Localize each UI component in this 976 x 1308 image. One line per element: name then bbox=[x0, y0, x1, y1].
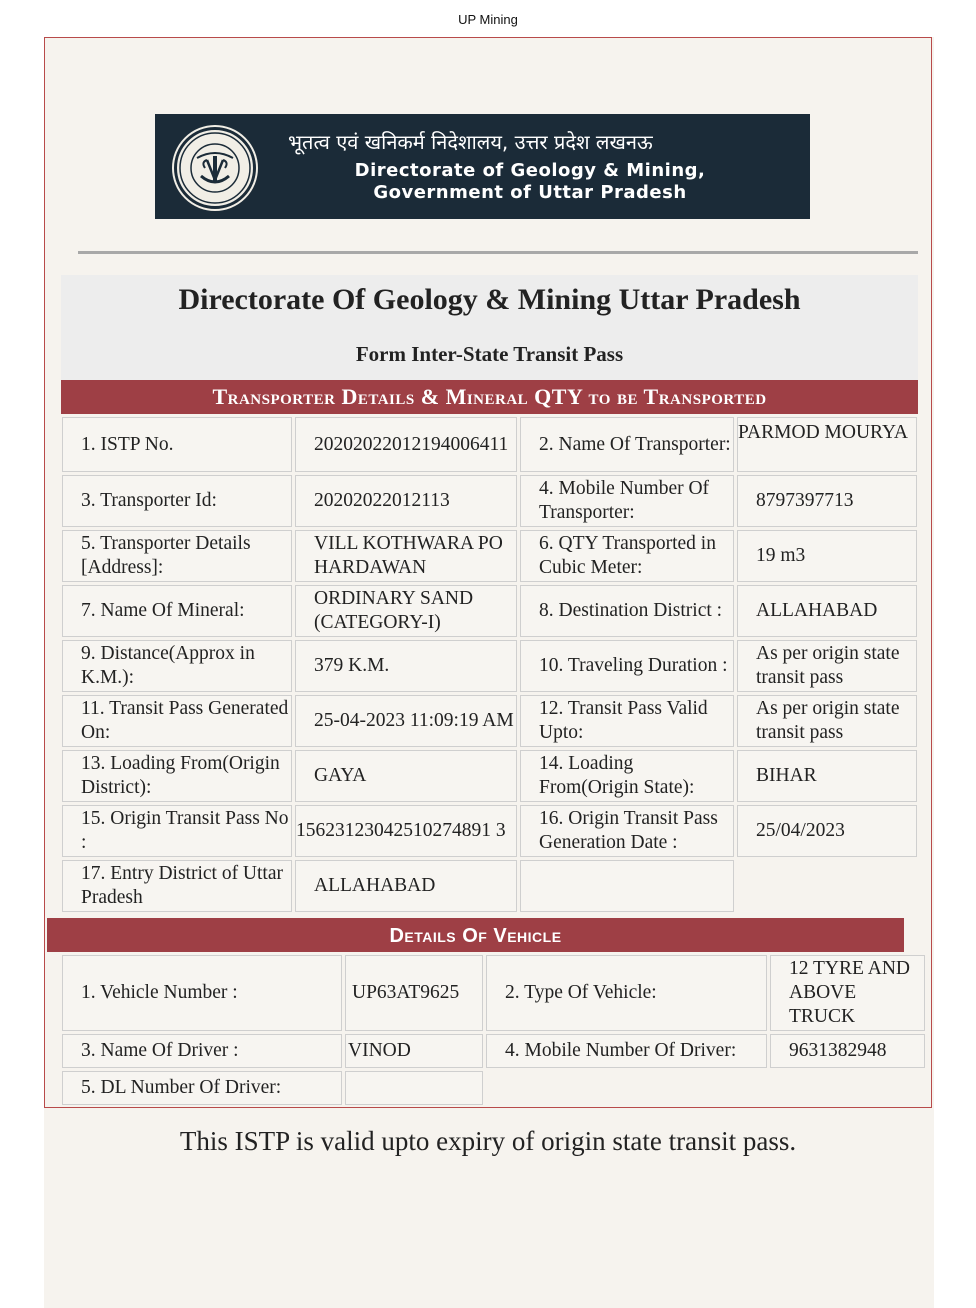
field-value: BIHAR bbox=[737, 750, 917, 802]
field-value: 15623123042510274891 3 bbox=[295, 805, 517, 857]
field-value: UP63AT9625 bbox=[345, 955, 483, 1031]
field-value bbox=[345, 1071, 483, 1105]
field-value: 25-04-2023 11:09:19 AM bbox=[295, 695, 517, 747]
field-value: PARMOD MOURYA bbox=[737, 417, 917, 472]
table-row bbox=[62, 860, 917, 912]
field-label: 4. Mobile Number Of Driver: bbox=[486, 1034, 767, 1068]
title-box bbox=[61, 275, 918, 380]
field-value: VINOD bbox=[345, 1034, 483, 1068]
field-value: 379 K.M. bbox=[295, 640, 517, 692]
validity-note: This ISTP is valid upto expiry of origin state transit pass. bbox=[179, 1126, 797, 1156]
banner-english-line2: Government of Uttar Pradesh bbox=[373, 182, 687, 203]
field-label: 5. Transporter Details [Address]: bbox=[62, 530, 292, 582]
field-label: 4. Mobile Number Of Transporter: bbox=[520, 475, 734, 527]
field-label: 12. Transit Pass Valid Upto: bbox=[520, 695, 734, 747]
field-label: 15. Origin Transit Pass No : bbox=[62, 805, 292, 857]
table-row bbox=[62, 750, 917, 802]
field-value: ALLAHABAD bbox=[295, 860, 517, 912]
field-value: 20202022012194006411 bbox=[295, 417, 517, 472]
table-row bbox=[62, 695, 917, 747]
field-value: 25/04/2023 bbox=[737, 805, 917, 857]
header-banner bbox=[155, 114, 810, 219]
banner-hindi-title: भूतत्व एवं खनिकर्म निदेशालय, उत्तर प्रदेश लखनऊ bbox=[288, 130, 653, 154]
table-row bbox=[62, 1071, 925, 1105]
page-title: Directorate Of Geology & Mining Uttar Pradesh bbox=[178, 283, 801, 316]
field-value: 19 m3 bbox=[737, 530, 917, 582]
table-row bbox=[62, 1034, 925, 1068]
vehicle-details-table bbox=[59, 952, 928, 1108]
field-value: GAYA bbox=[295, 750, 517, 802]
transporter-section-header: Transporter Details & Mineral QTY to be Transported bbox=[61, 380, 918, 414]
field-label: 6. QTY Transported in Cubic Meter: bbox=[520, 530, 734, 582]
field-label: 16. Origin Transit Pass Generation Date : bbox=[520, 805, 734, 857]
field-label: 5. DL Number Of Driver: bbox=[62, 1071, 342, 1105]
table-row bbox=[62, 417, 917, 472]
vehicle-section-header: Details Of Vehicle bbox=[47, 918, 904, 952]
field-value: 8797397713 bbox=[737, 475, 917, 527]
banner-english-line1: Directorate of Geology & Mining, bbox=[354, 160, 706, 181]
table-row bbox=[62, 585, 917, 637]
field-label: 1. ISTP No. bbox=[62, 417, 292, 472]
field-label: 3. Transporter Id: bbox=[62, 475, 292, 527]
up-government-seal-icon bbox=[174, 127, 256, 209]
window-title: UP Mining bbox=[458, 12, 518, 27]
table-row bbox=[62, 955, 925, 1031]
table-row bbox=[62, 640, 917, 692]
field-label: 11. Transit Pass Generated On: bbox=[62, 695, 292, 747]
form-title: Form Inter-State Transit Pass bbox=[355, 342, 624, 366]
table-row bbox=[62, 530, 917, 582]
transporter-details-table bbox=[59, 414, 920, 915]
field-value: As per origin state transit pass bbox=[737, 695, 917, 747]
field-value: 20202022012113 bbox=[295, 475, 517, 527]
field-value: 9631382948 bbox=[770, 1034, 925, 1068]
field-value bbox=[737, 860, 917, 912]
field-value: As per origin state transit pass bbox=[737, 640, 917, 692]
field-label: 7. Name Of Mineral: bbox=[62, 585, 292, 637]
empty-cell bbox=[486, 1071, 767, 1105]
field-label: 10. Traveling Duration : bbox=[520, 640, 734, 692]
empty-cell bbox=[770, 1071, 925, 1105]
field-label: 1. Vehicle Number : bbox=[62, 955, 342, 1031]
field-label: 2. Type Of Vehicle: bbox=[486, 955, 767, 1031]
field-label: 13. Loading From(Origin District): bbox=[62, 750, 292, 802]
field-label: 17. Entry District of Uttar Pradesh bbox=[62, 860, 292, 912]
field-value: VILL KOTHWARA PO HARDAWAN bbox=[295, 530, 517, 582]
field-value: ORDINARY SAND (CATEGORY-I) bbox=[295, 585, 517, 637]
field-label bbox=[520, 860, 734, 912]
field-label: 3. Name Of Driver : bbox=[62, 1034, 342, 1068]
field-label: 9. Distance(Approx in K.M.): bbox=[62, 640, 292, 692]
field-label: 8. Destination District : bbox=[520, 585, 734, 637]
field-value: ALLAHABAD bbox=[737, 585, 917, 637]
field-value: 12 TYRE AND ABOVE TRUCK bbox=[770, 955, 925, 1031]
divider bbox=[78, 251, 918, 254]
table-row bbox=[62, 475, 917, 527]
field-label: 14. Loading From(Origin State): bbox=[520, 750, 734, 802]
table-row bbox=[62, 805, 917, 857]
field-label: 2. Name Of Transporter: bbox=[520, 417, 734, 472]
